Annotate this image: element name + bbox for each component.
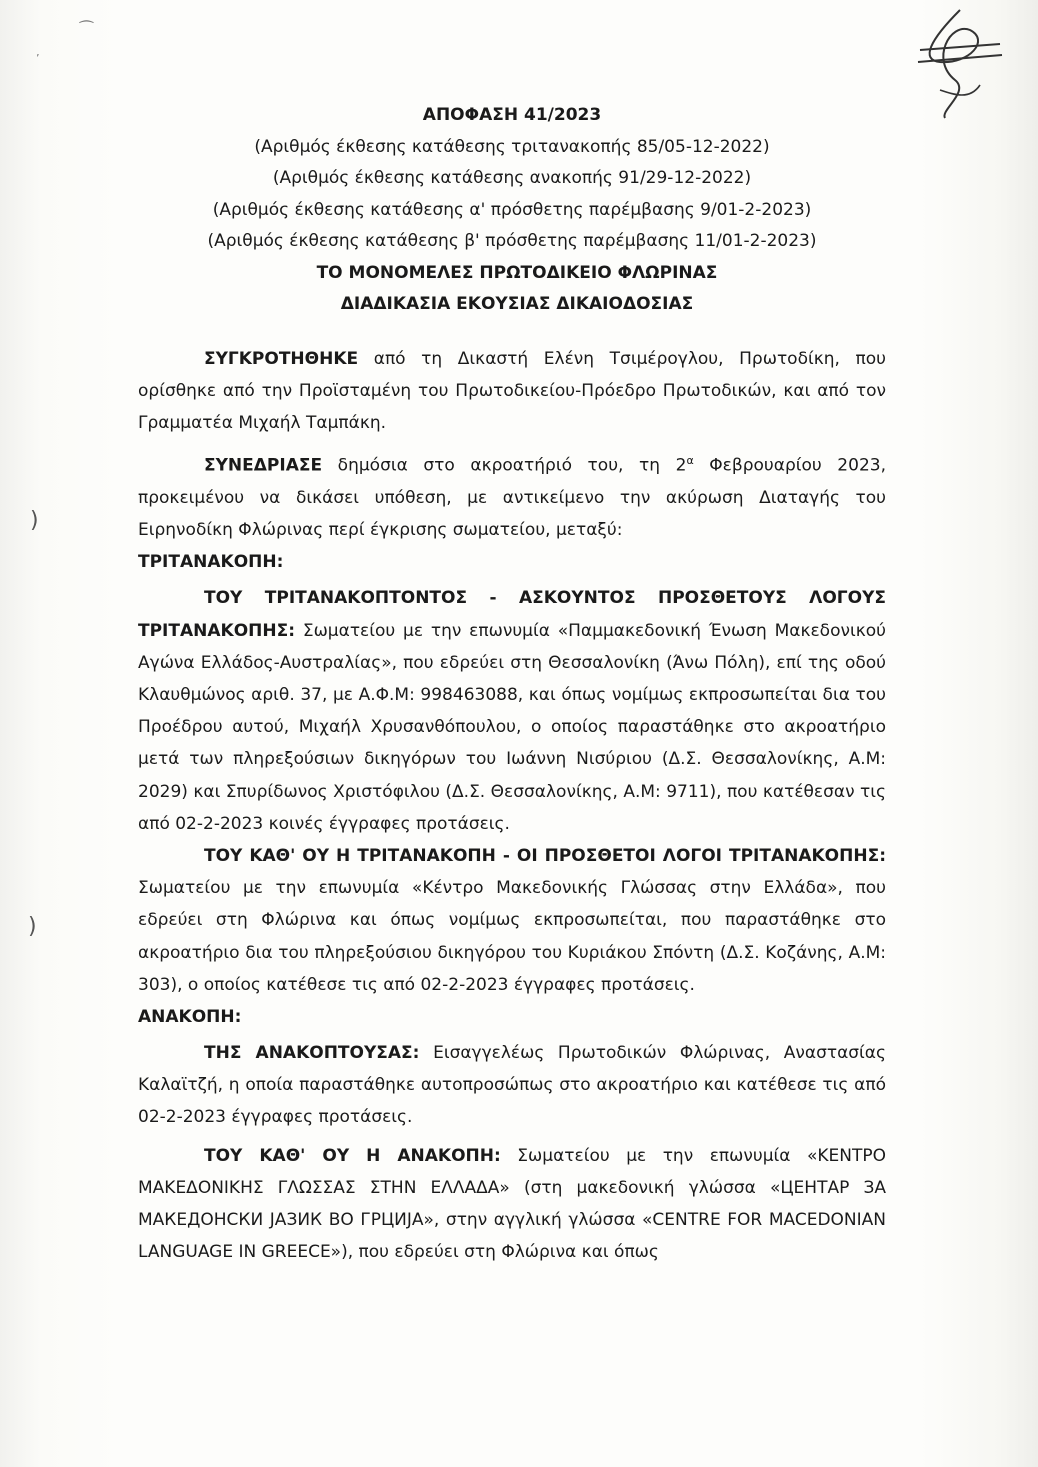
composition-paragraph — [138, 343, 886, 440]
paragraph-text: δημόσια στο ακροατήριό του, τη 2 — [322, 455, 687, 476]
objection-respondent-paragraph — [138, 1140, 886, 1269]
paragraph-text: από τη Δικαστή Ελένη Τσιμέρογλου, Πρωτοδίκη, που ορίσθηκε από την Προϊσταμένη του Πρωτοδικείου-Πρόεδρο Πρωτοδικών, και από τον Γραμματέα Μιχαήλ Ταμπάκη. — [138, 348, 886, 433]
objection-applicant-paragraph — [138, 1037, 886, 1134]
paragraph-lead: ΤΟΥ ΚΑΘ' ΟΥ Η ΤΡΙΤΑΝΑΚΟΠΗ - ΟΙ ΠΡΟΣΘΕΤΟΙ ΛΟΓΟΙ ΤΡΙΤΑΝΑΚΟΠΗΣ: — [204, 846, 886, 866]
paragraph-lead: ΤΟΥ ΚΑΘ' ΟΥ Η ΑΝΑΚΟΠΗ: — [204, 1145, 501, 1166]
paragraph-text: Εισαγγελέως Πρωτοδικών Φλώρινας, Αναστασίας Καλαϊτζή, η οποία παραστάθηκε αυτοπροσώπως στο ακροατήριο και κατέθεσε τις από 02-2-2023 έγγραφες προτάσεις. — [138, 1043, 886, 1128]
paragraph-text: Σωματείου με την επωνυμία «Κέντρο Μακεδονικής Γλώσσας στην Ελλάδα», που εδρεύει στη Φλώρινα και όπως νομίμως εκπροσωπείται, που παραστάθηκε στο ακροατήριο δια του πληρεξούσιου δικηγόρου του Κυριάκου Σπόντη (Δ.Σ. Κοζάνης, Α.Μ: 303), ο οποίος κατέθεσε τις από 02-2-2023 έγγραφες προτάσεις. — [138, 878, 886, 995]
reference-line: (Αριθμός έκθεσης κατάθεσης τριτανακοπής 85/05-12-2022) — [254, 136, 770, 157]
signature-mark-icon — [900, 0, 1010, 130]
margin-bracket-icon: ) — [28, 914, 37, 939]
court-name: ΤΟ ΜΟΝΟΜΕΛΕΣ ΠΡΩΤΟΔΙΚΕΙΟ ΦΛΩΡΙΝΑΣ — [316, 262, 718, 283]
ordinal-superscript: α — [686, 454, 694, 468]
procedure-name: ΔΙΑΔΙΚΑΣΙΑ ΕΚΟΥΣΙΑΣ ΔΙΚΑΙΟΔΟΣΙΑΣ — [340, 294, 694, 314]
scan-speck: ⁀ — [80, 20, 93, 39]
paragraph-text: Φεβρουαρίου 2023, προκειμένου να δικάσει υπόθεση, με αντικείμενο την ακύρωση Διαταγής του Ειρηνοδίκη Φλώρινας περί έγκρισης σωματείου, μεταξύ: — [138, 455, 886, 541]
paragraph-text: Σωματείου με την επωνυμία «ΚΕΝΤΡΟ ΜΑΚΕΔΟΝΙΚΗΣ ΓΛΩΣΣΑΣ ΣΤΗΝ ΕΛΛΑΔΑ» (στη μακεδονική γλώσσα «ЦЕНТАР ЗА МАКЕДОНСКИ ЈАЗИК ВО ГРЦИЈА», στην αγγλική γλώσσα «CENTRE FOR MACEDONIAN LANGUAGE IN GREECE»), που εδρεύει στη Φλώρινα και όπως — [138, 1145, 886, 1263]
third-party-applicant-paragraph — [138, 582, 886, 840]
paragraph-lead: ΣΥΝΕΔΡΙΑΣΕ — [204, 455, 323, 476]
third-party-respondent-paragraph — [138, 840, 886, 1001]
scan-speck: ʼ — [36, 52, 40, 65]
reference-line: (Αριθμός έκθεσης κατάθεσης α' πρόσθετης παρέμβασης 9/01-2-2023) — [212, 199, 812, 220]
section-heading-third-party: ΤΡΙΤΑΝΑΚΟΠΗ: — [138, 552, 284, 573]
margin-bracket-icon: ) — [30, 508, 39, 533]
paragraph-lead: ΤΟΥ ΤΡΙΤΑΝΑΚΟΠΤΟΝΤΟΣ - ΑΣΚΟΥΝΤΟΣ ΠΡΟΣΘΕΤΟΥΣ ΛΟΓΟΥΣ ΤΡΙΤΑΝΑΚΟΠΗΣ: — [138, 588, 886, 641]
paragraph-lead: ΣΥΓΚΡΟΤΗΘΗΚΕ — [204, 348, 359, 369]
paragraph-lead: ΤΗΣ ΑΝΑΚΟΠΤΟΥΣΑΣ: — [204, 1043, 420, 1064]
decision-number: ΑΠΟΦΑΣΗ 41/2023 — [422, 105, 602, 125]
reference-line: (Αριθμός έκθεσης κατάθεσης β' πρόσθετης παρέμβασης 11/01-2-2023) — [207, 231, 817, 251]
paragraph-text: Σωματείου με την επωνυμία «Παμμακεδονική Ένωση Μακεδονικού Αγώνα Ελλάδος-Αυστραλίας», που εδρεύει στη Θεσσαλονίκη (Άνω Πόλη), επί της οδού Κλαυθμώνος αριθ. 37, με Α.Φ.Μ: 998463088, και όπως νομίμως εκπροσωπείται δια του Προέδρου αυτού, Μιχαήλ Χρυσανθόπουλου, ο οποίος παραστάθηκε στο ακροατήριο μετά των πληρεξούσιων δικηγόρων του Ιωάννη Νισύριου (Δ.Σ. Θεσσαλονίκης, Α.Μ: 2029) και Σπυρίδωνος Χριστόφιλου (Δ.Σ. Θεσσαλονίκης, Α.Μ: 9711), που κατέθεσαν τις από 02-2-2023 κοινές έγγραφες προτάσεις. — [138, 620, 886, 834]
document-body — [138, 100, 886, 1268]
session-paragraph — [138, 445, 886, 546]
reference-line: (Αριθμός έκθεσης κατάθεσης ανακοπής 91/29-12-2022) — [272, 168, 752, 188]
section-heading-objection: ΑΝΑΚΟΠΗ: — [138, 1007, 242, 1028]
